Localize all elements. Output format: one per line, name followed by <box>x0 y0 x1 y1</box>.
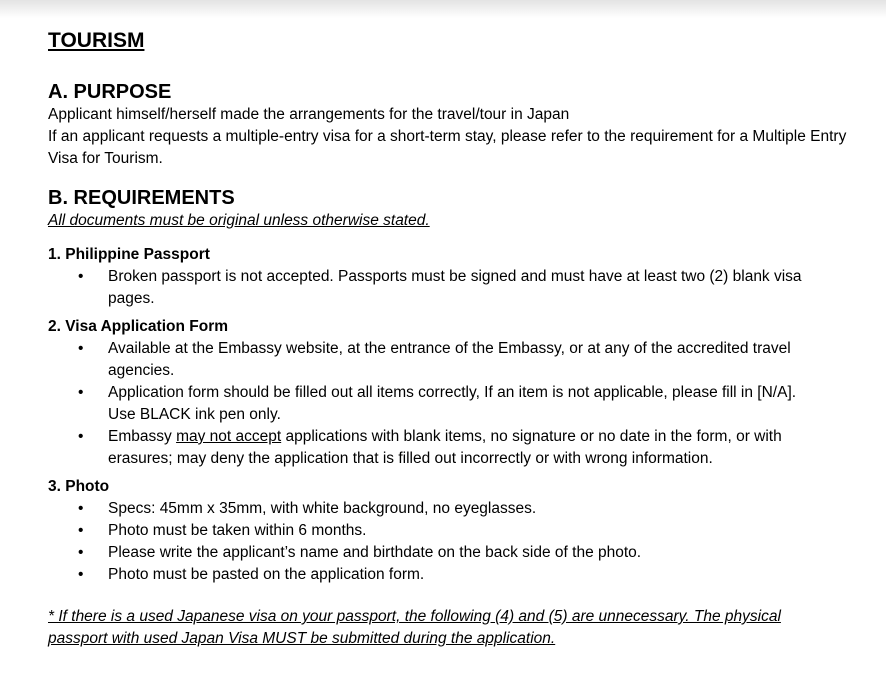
footnote: * If there is a used Japanese visa on your passport, the following (4) and (5) are unnecessary. The physical passport with used Japan Visa MUST be submitted during the application. <box>48 608 781 647</box>
bullet-text: Application form should be filled out all items correctly, If an item is not applicable, please fill in [N/A]. Use BLACK ink pen only. <box>108 384 797 423</box>
bullet-icon: • <box>78 566 84 583</box>
list-item <box>48 266 816 310</box>
photo-heading: 3. Photo <box>48 478 110 495</box>
document-page <box>48 28 848 650</box>
bullet-icon: • <box>78 268 84 285</box>
bullet-icon: • <box>78 428 84 445</box>
list-item <box>48 338 816 382</box>
purpose-line: Applicant himself/herself made the arrangements for the travel/tour in Japan <box>48 106 570 123</box>
bullet-text-start: Embassy <box>108 428 177 445</box>
page-title: TOURISM <box>48 29 145 52</box>
bullet-text: Please write the applicant’s name and birthdate on the back side of the photo. <box>108 544 642 561</box>
requirements-heading: B. REQUIREMENTS <box>48 187 235 209</box>
application-form-heading: 2. Visa Application Form <box>48 318 229 335</box>
application-form-list <box>48 338 848 470</box>
bullet-text: Available at the Embassy website, at the entrance of the Embassy, or at any of the accredited travel agencies. <box>108 340 791 379</box>
bullet-text-underlined: may not accept <box>176 428 282 445</box>
bullet-icon: • <box>78 522 84 539</box>
bullet-icon: • <box>78 544 84 561</box>
top-shadow <box>0 0 886 18</box>
list-item <box>48 520 816 542</box>
bullet-text: Broken passport is not accepted. Passports must be signed and must have at least two (2) blank visa pages. <box>108 268 802 307</box>
list-item <box>48 498 816 520</box>
list-item <box>48 564 816 586</box>
bullet-icon: • <box>78 384 84 401</box>
requirements-note: All documents must be original unless otherwise stated. <box>48 212 430 229</box>
bullet-text: Photo must be pasted on the application form. <box>108 566 425 583</box>
bullet-icon: • <box>78 340 84 357</box>
list-item <box>48 426 816 470</box>
bullet-icon: • <box>78 500 84 517</box>
passport-heading: 1. Philippine Passport <box>48 246 210 263</box>
bullet-text: Photo must be taken within 6 months. <box>108 522 367 539</box>
passport-list <box>48 266 848 310</box>
purpose-line: If an applicant requests a multiple-entry visa for a short-term stay, please refer to the requirement for a Multiple Entry Visa for Tourism. <box>48 128 847 167</box>
photo-list <box>48 498 848 586</box>
bullet-text-end: applications with blank items, no signature or no date in the form, or with erasures; may deny the application that is filled out incorrectly or with wrong information. <box>108 428 782 467</box>
bullet-text: Specs: 45mm x 35mm, with white background, no eyeglasses. <box>108 500 537 517</box>
list-item <box>48 382 816 426</box>
list-item <box>48 542 816 564</box>
purpose-heading: A. PURPOSE <box>48 81 172 103</box>
